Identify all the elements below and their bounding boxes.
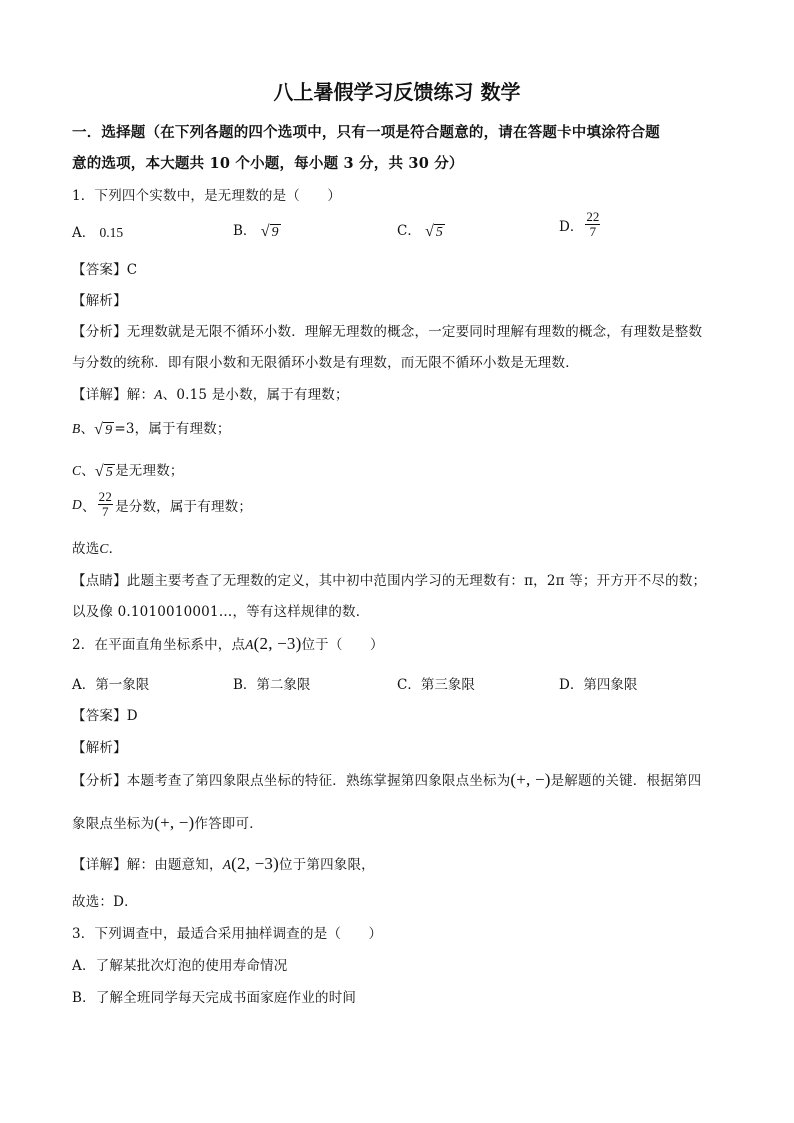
q1-detail-b: B、 √ 9 =3，属于有理数； bbox=[72, 420, 231, 438]
q2-fenxi-line2: 象限点坐标为(+, −)作答即可． bbox=[72, 813, 263, 832]
q2-answer: 【答案】D bbox=[72, 708, 138, 724]
section-heading-line1: 一．选择题（在下列各题的四个选项中，只有一项是符合题意的，请在答题卡中填涂符合题 bbox=[72, 124, 660, 141]
sqrt-symbol: √ 5 bbox=[94, 462, 114, 480]
sqrt-symbol: √ 5 bbox=[425, 222, 443, 240]
q1-fenxi-line1: 【分析】无理数就是无限不循环小数．理解无理数的概念，一定要同时理解有理数的概念，有理数是整数 bbox=[72, 324, 703, 340]
q1-option-a-value: 0.15 bbox=[99, 225, 124, 240]
q2-option-b: B．第二象限 bbox=[233, 677, 311, 693]
q1-dianjing-line1: 【点睛】此题主要考查了无理数的定义，其中初中范围内学习的无理数有：π，2π 等；开方开不尽的数； bbox=[72, 573, 707, 589]
q1-option-b-label: B． bbox=[233, 223, 257, 239]
q2-option-d: D．第四象限 bbox=[559, 677, 638, 693]
q2-conclusion: 故选：D． bbox=[72, 894, 138, 910]
q1-analysis-tag: 【解析】 bbox=[72, 293, 127, 309]
q2-detail: 【详解】解：由题意知，A(2, −3)位于第四象限， bbox=[72, 854, 375, 873]
q1-option-c bbox=[397, 219, 445, 240]
sqrt-symbol: √ 9 bbox=[94, 420, 113, 438]
section-heading-line2: 意的选项，本大题共 10 个小题，每小题 3 分，共 30 分） bbox=[72, 155, 464, 172]
fraction: $\frac{22}{7}$ bbox=[98, 489, 113, 519]
q1-option-b bbox=[233, 219, 281, 240]
q1-dianjing-line2: 以及像 0.1010010001…，等有这样规律的数． bbox=[72, 604, 370, 620]
sqrt-symbol: √ 9 bbox=[260, 222, 279, 240]
q3-option-b: B．了解全班同学每天完成书面家庭作业的时间 bbox=[72, 990, 357, 1006]
q1-option-d-label: D． bbox=[559, 218, 584, 235]
q1-fenxi-line2: 与分数的统称．即有限小数和无限循环小数是有理数，而无限不循环小数是无理数． bbox=[72, 355, 579, 371]
q1-answer: 【答案】C bbox=[72, 262, 138, 278]
q1-option-c-label: C． bbox=[397, 223, 421, 239]
q1-detail-d: D 、 $\frac{22}{7}$ 是分数，属于有理数； bbox=[72, 489, 253, 519]
fraction: $\frac{22}{7}$ bbox=[586, 209, 600, 239]
q2-stem: 2．在平面直角坐标系中，点A(2, −3)位于（ ） bbox=[72, 634, 384, 653]
q2-fenxi-line1: 【分析】本题考查了第四象限点坐标的特征．熟练掌握第四象限点坐标为(+, −)是解题的关键．根据第四 bbox=[72, 770, 702, 789]
q3-stem: 3．下列调查中，最适合采用抽样调查的是（ ） bbox=[72, 926, 383, 942]
q1-stem: 1．下列四个实数中，是无理数的是（ ） bbox=[72, 188, 342, 204]
q2-analysis-tag: 【解析】 bbox=[72, 740, 127, 756]
q1-conclusion: 故选C． bbox=[72, 541, 123, 557]
q2-option-a: A．第一象限 bbox=[72, 677, 150, 693]
q2-option-c: C．第三象限 bbox=[397, 677, 475, 693]
page-title: 八上暑假学习反馈练习 数学 bbox=[273, 80, 521, 104]
q1-option-a-label: A． bbox=[72, 225, 96, 241]
q1-detail-c: C、 √ 5 是无理数； bbox=[72, 462, 184, 480]
q3-option-a: A．了解某批次灯泡的使用寿命情况 bbox=[72, 958, 288, 974]
q1-option-d bbox=[559, 210, 602, 239]
q1-option-a bbox=[72, 221, 123, 241]
q1-detail-a: 【详解】解：A、0.15 是小数，属于有理数； bbox=[72, 387, 349, 403]
